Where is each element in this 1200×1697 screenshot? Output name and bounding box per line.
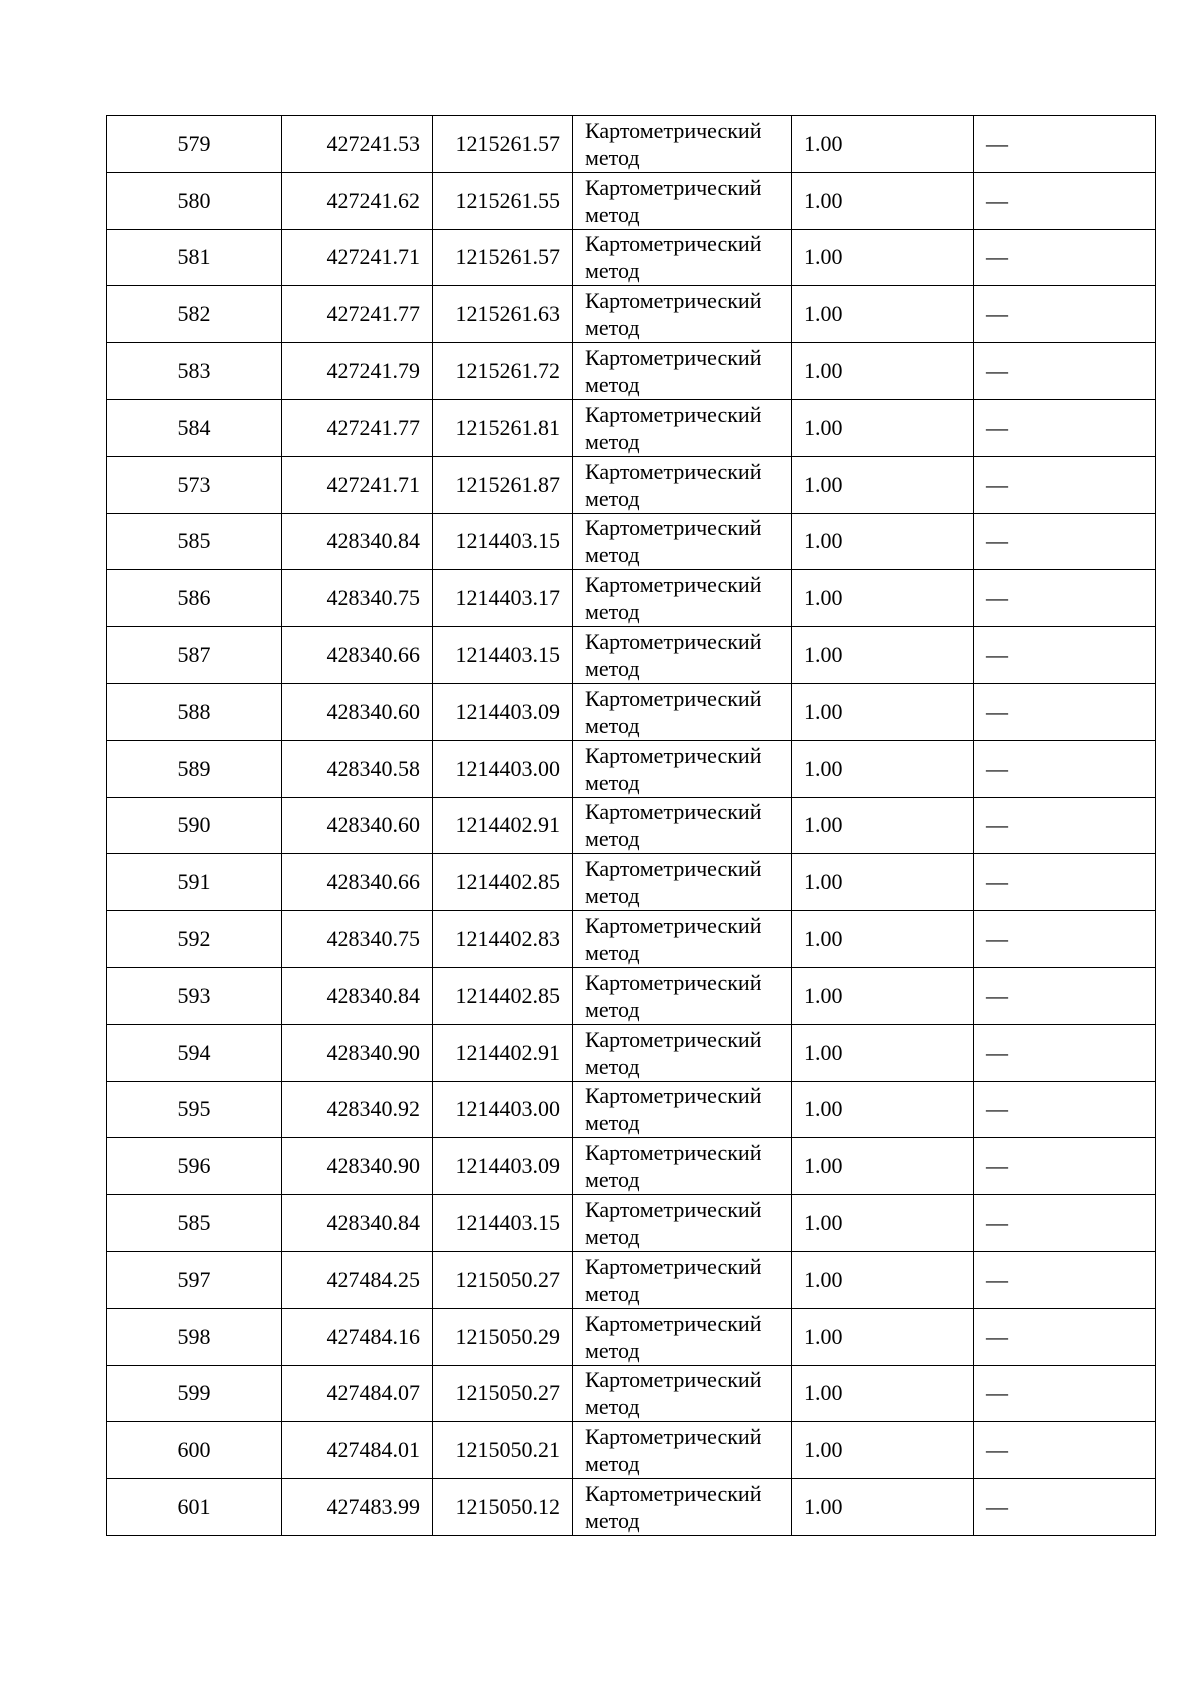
y-coordinate-cell: 1214403.09	[433, 683, 573, 740]
method-line-2: метод	[585, 1280, 640, 1306]
x-coordinate-cell: 427241.77	[282, 399, 433, 456]
method-cell	[573, 172, 792, 229]
method-line-1: Картометрический	[585, 401, 762, 427]
method-line-2: метод	[585, 428, 640, 454]
y-coordinate-cell: 1214403.17	[433, 570, 573, 627]
table-row	[107, 570, 1156, 627]
y-coordinate-cell: 1215050.21	[433, 1422, 573, 1479]
method-cell	[573, 1024, 792, 1081]
method-line-1: Картометрический	[585, 174, 762, 200]
table-row	[107, 286, 1156, 343]
accuracy-cell: 1.00	[792, 229, 974, 286]
x-coordinate-cell: 428340.84	[282, 1195, 433, 1252]
table-row	[107, 967, 1156, 1024]
y-coordinate-cell: 1214402.91	[433, 1024, 573, 1081]
method-line-2: метод	[585, 769, 640, 795]
accuracy-cell: 1.00	[792, 911, 974, 968]
accuracy-cell: 1.00	[792, 286, 974, 343]
method-line-2: метод	[585, 201, 640, 227]
method-cell	[573, 1365, 792, 1422]
method-line-1: Картометрический	[585, 1310, 762, 1336]
x-coordinate-cell: 428340.84	[282, 513, 433, 570]
y-coordinate-cell: 1215261.57	[433, 116, 573, 173]
method-line-1: Картометрический	[585, 742, 762, 768]
method-line-2: метод	[585, 144, 640, 170]
y-coordinate-cell: 1215261.63	[433, 286, 573, 343]
description-cell: —	[974, 740, 1156, 797]
table-row	[107, 1138, 1156, 1195]
method-cell	[573, 911, 792, 968]
y-coordinate-cell: 1214403.00	[433, 740, 573, 797]
accuracy-cell: 1.00	[792, 797, 974, 854]
description-cell: —	[974, 1479, 1156, 1536]
accuracy-cell: 1.00	[792, 399, 974, 456]
table-row	[107, 229, 1156, 286]
accuracy-cell: 1.00	[792, 1422, 974, 1479]
point-number-cell: 593	[107, 967, 282, 1024]
accuracy-cell: 1.00	[792, 967, 974, 1024]
accuracy-cell: 1.00	[792, 456, 974, 513]
method-line-2: метод	[585, 996, 640, 1022]
point-number-cell: 592	[107, 911, 282, 968]
description-cell: —	[974, 911, 1156, 968]
point-number-cell: 589	[107, 740, 282, 797]
table-row	[107, 854, 1156, 911]
method-line-1: Картометрический	[585, 799, 762, 825]
x-coordinate-cell: 428340.66	[282, 854, 433, 911]
y-coordinate-cell: 1214403.15	[433, 627, 573, 684]
y-coordinate-cell: 1215050.29	[433, 1308, 573, 1365]
accuracy-cell: 1.00	[792, 343, 974, 400]
accuracy-cell: 1.00	[792, 1138, 974, 1195]
accuracy-cell: 1.00	[792, 1251, 974, 1308]
method-cell	[573, 513, 792, 570]
method-line-1: Картометрический	[585, 117, 762, 143]
point-number-cell: 598	[107, 1308, 282, 1365]
accuracy-cell: 1.00	[792, 1024, 974, 1081]
point-number-cell: 590	[107, 797, 282, 854]
description-cell: —	[974, 399, 1156, 456]
x-coordinate-cell: 428340.75	[282, 570, 433, 627]
accuracy-cell: 1.00	[792, 627, 974, 684]
point-number-cell: 587	[107, 627, 282, 684]
x-coordinate-cell: 428340.60	[282, 683, 433, 740]
accuracy-cell: 1.00	[792, 1479, 974, 1536]
accuracy-cell: 1.00	[792, 513, 974, 570]
method-cell	[573, 854, 792, 911]
x-coordinate-cell: 427483.99	[282, 1479, 433, 1536]
table-row	[107, 1024, 1156, 1081]
x-coordinate-cell: 427484.07	[282, 1365, 433, 1422]
point-number-cell: 591	[107, 854, 282, 911]
point-number-cell: 573	[107, 456, 282, 513]
method-line-2: метод	[585, 1224, 640, 1250]
method-line-1: Картометрический	[585, 1424, 762, 1450]
method-line-1: Картометрический	[585, 1253, 762, 1279]
accuracy-cell: 1.00	[792, 683, 974, 740]
method-cell	[573, 1422, 792, 1479]
method-line-2: метод	[585, 258, 640, 284]
y-coordinate-cell: 1215050.27	[433, 1365, 573, 1422]
method-line-2: метод	[585, 712, 640, 738]
method-cell	[573, 740, 792, 797]
description-cell: —	[974, 172, 1156, 229]
method-line-2: метод	[585, 542, 640, 568]
y-coordinate-cell: 1215261.72	[433, 343, 573, 400]
method-cell	[573, 627, 792, 684]
point-number-cell: 582	[107, 286, 282, 343]
description-cell: —	[974, 1024, 1156, 1081]
table-row	[107, 683, 1156, 740]
method-line-1: Картометрический	[585, 572, 762, 598]
description-cell: —	[974, 797, 1156, 854]
method-cell	[573, 1081, 792, 1138]
table-row	[107, 1308, 1156, 1365]
method-line-1: Картометрический	[585, 913, 762, 939]
method-line-2: метод	[585, 1110, 640, 1136]
y-coordinate-cell: 1214403.15	[433, 1195, 573, 1252]
method-line-2: метод	[585, 1053, 640, 1079]
point-number-cell: 585	[107, 1195, 282, 1252]
point-number-cell: 594	[107, 1024, 282, 1081]
y-coordinate-cell: 1214402.85	[433, 854, 573, 911]
method-cell	[573, 229, 792, 286]
method-cell	[573, 1251, 792, 1308]
method-line-1: Картометрический	[585, 629, 762, 655]
x-coordinate-cell: 428340.60	[282, 797, 433, 854]
method-cell	[573, 1195, 792, 1252]
method-line-2: метод	[585, 315, 640, 341]
method-cell	[573, 456, 792, 513]
point-number-cell: 595	[107, 1081, 282, 1138]
x-coordinate-cell: 428340.66	[282, 627, 433, 684]
description-cell: —	[974, 1081, 1156, 1138]
method-line-2: метод	[585, 599, 640, 625]
method-line-1: Картометрический	[585, 288, 762, 314]
method-line-2: метод	[585, 1451, 640, 1477]
method-line-2: метод	[585, 1394, 640, 1420]
x-coordinate-cell: 428340.84	[282, 967, 433, 1024]
method-cell	[573, 1479, 792, 1536]
method-cell	[573, 967, 792, 1024]
table-row	[107, 513, 1156, 570]
method-line-1: Картометрический	[585, 1083, 762, 1109]
y-coordinate-cell: 1215261.57	[433, 229, 573, 286]
y-coordinate-cell: 1215261.87	[433, 456, 573, 513]
description-cell: —	[974, 1365, 1156, 1422]
x-coordinate-cell: 428340.90	[282, 1024, 433, 1081]
table-row	[107, 911, 1156, 968]
point-number-cell: 586	[107, 570, 282, 627]
y-coordinate-cell: 1215050.27	[433, 1251, 573, 1308]
method-cell	[573, 1308, 792, 1365]
y-coordinate-cell: 1215261.81	[433, 399, 573, 456]
table-row	[107, 399, 1156, 456]
description-cell: —	[974, 343, 1156, 400]
y-coordinate-cell: 1214402.85	[433, 967, 573, 1024]
table-row	[107, 343, 1156, 400]
method-line-1: Картометрический	[585, 345, 762, 371]
table-row	[107, 1365, 1156, 1422]
method-line-1: Картометрический	[585, 856, 762, 882]
method-line-1: Картометрический	[585, 231, 762, 257]
table-row	[107, 740, 1156, 797]
table-row	[107, 1081, 1156, 1138]
x-coordinate-cell: 428340.92	[282, 1081, 433, 1138]
table-row	[107, 1479, 1156, 1536]
method-line-1: Картометрический	[585, 458, 762, 484]
coordinates-table-body	[107, 116, 1156, 1536]
description-cell: —	[974, 456, 1156, 513]
method-line-1: Картометрический	[585, 1140, 762, 1166]
method-cell	[573, 343, 792, 400]
method-cell	[573, 399, 792, 456]
point-number-cell: 583	[107, 343, 282, 400]
x-coordinate-cell: 427241.71	[282, 456, 433, 513]
method-cell	[573, 683, 792, 740]
description-cell: —	[974, 116, 1156, 173]
method-line-2: метод	[585, 372, 640, 398]
accuracy-cell: 1.00	[792, 1195, 974, 1252]
accuracy-cell: 1.00	[792, 1081, 974, 1138]
table-row	[107, 172, 1156, 229]
description-cell: —	[974, 229, 1156, 286]
description-cell: —	[974, 1308, 1156, 1365]
point-number-cell: 584	[107, 399, 282, 456]
x-coordinate-cell: 428340.75	[282, 911, 433, 968]
table-row	[107, 797, 1156, 854]
x-coordinate-cell: 427241.53	[282, 116, 433, 173]
description-cell: —	[974, 854, 1156, 911]
method-line-2: метод	[585, 1508, 640, 1534]
point-number-cell: 588	[107, 683, 282, 740]
description-cell: —	[974, 1195, 1156, 1252]
x-coordinate-cell: 427484.25	[282, 1251, 433, 1308]
method-line-2: метод	[585, 883, 640, 909]
x-coordinate-cell: 427241.71	[282, 229, 433, 286]
description-cell: —	[974, 627, 1156, 684]
accuracy-cell: 1.00	[792, 172, 974, 229]
coordinates-table	[106, 115, 1156, 1536]
table-row	[107, 1251, 1156, 1308]
method-cell	[573, 286, 792, 343]
x-coordinate-cell: 428340.90	[282, 1138, 433, 1195]
method-cell	[573, 797, 792, 854]
method-line-1: Картометрический	[585, 515, 762, 541]
point-number-cell: 596	[107, 1138, 282, 1195]
method-line-2: метод	[585, 1337, 640, 1363]
description-cell: —	[974, 570, 1156, 627]
method-cell	[573, 1138, 792, 1195]
method-line-2: метод	[585, 1167, 640, 1193]
method-line-1: Картометрический	[585, 1367, 762, 1393]
point-number-cell: 601	[107, 1479, 282, 1536]
x-coordinate-cell: 428340.58	[282, 740, 433, 797]
method-line-2: метод	[585, 656, 640, 682]
accuracy-cell: 1.00	[792, 116, 974, 173]
point-number-cell: 585	[107, 513, 282, 570]
point-number-cell: 580	[107, 172, 282, 229]
x-coordinate-cell: 427241.62	[282, 172, 433, 229]
point-number-cell: 600	[107, 1422, 282, 1479]
x-coordinate-cell: 427241.79	[282, 343, 433, 400]
method-line-1: Картометрический	[585, 1481, 762, 1507]
description-cell: —	[974, 513, 1156, 570]
accuracy-cell: 1.00	[792, 740, 974, 797]
description-cell: —	[974, 683, 1156, 740]
y-coordinate-cell: 1215261.55	[433, 172, 573, 229]
y-coordinate-cell: 1214403.00	[433, 1081, 573, 1138]
method-line-1: Картометрический	[585, 969, 762, 995]
method-cell	[573, 570, 792, 627]
point-number-cell: 597	[107, 1251, 282, 1308]
accuracy-cell: 1.00	[792, 570, 974, 627]
method-cell	[573, 116, 792, 173]
point-number-cell: 579	[107, 116, 282, 173]
accuracy-cell: 1.00	[792, 1308, 974, 1365]
y-coordinate-cell: 1214403.15	[433, 513, 573, 570]
y-coordinate-cell: 1214402.91	[433, 797, 573, 854]
method-line-1: Картометрический	[585, 1197, 762, 1223]
table-row	[107, 116, 1156, 173]
method-line-2: метод	[585, 485, 640, 511]
x-coordinate-cell: 427241.77	[282, 286, 433, 343]
method-line-1: Картометрический	[585, 685, 762, 711]
y-coordinate-cell: 1214402.83	[433, 911, 573, 968]
table-row	[107, 1195, 1156, 1252]
method-line-2: метод	[585, 826, 640, 852]
point-number-cell: 599	[107, 1365, 282, 1422]
accuracy-cell: 1.00	[792, 1365, 974, 1422]
accuracy-cell: 1.00	[792, 854, 974, 911]
description-cell: —	[974, 1422, 1156, 1479]
description-cell: —	[974, 1138, 1156, 1195]
description-cell: —	[974, 1251, 1156, 1308]
table-row	[107, 1422, 1156, 1479]
y-coordinate-cell: 1214403.09	[433, 1138, 573, 1195]
point-number-cell: 581	[107, 229, 282, 286]
x-coordinate-cell: 427484.16	[282, 1308, 433, 1365]
x-coordinate-cell: 427484.01	[282, 1422, 433, 1479]
description-cell: —	[974, 967, 1156, 1024]
table-row	[107, 627, 1156, 684]
method-line-1: Картометрический	[585, 1026, 762, 1052]
method-line-2: метод	[585, 940, 640, 966]
y-coordinate-cell: 1215050.12	[433, 1479, 573, 1536]
table-row	[107, 456, 1156, 513]
description-cell: —	[974, 286, 1156, 343]
